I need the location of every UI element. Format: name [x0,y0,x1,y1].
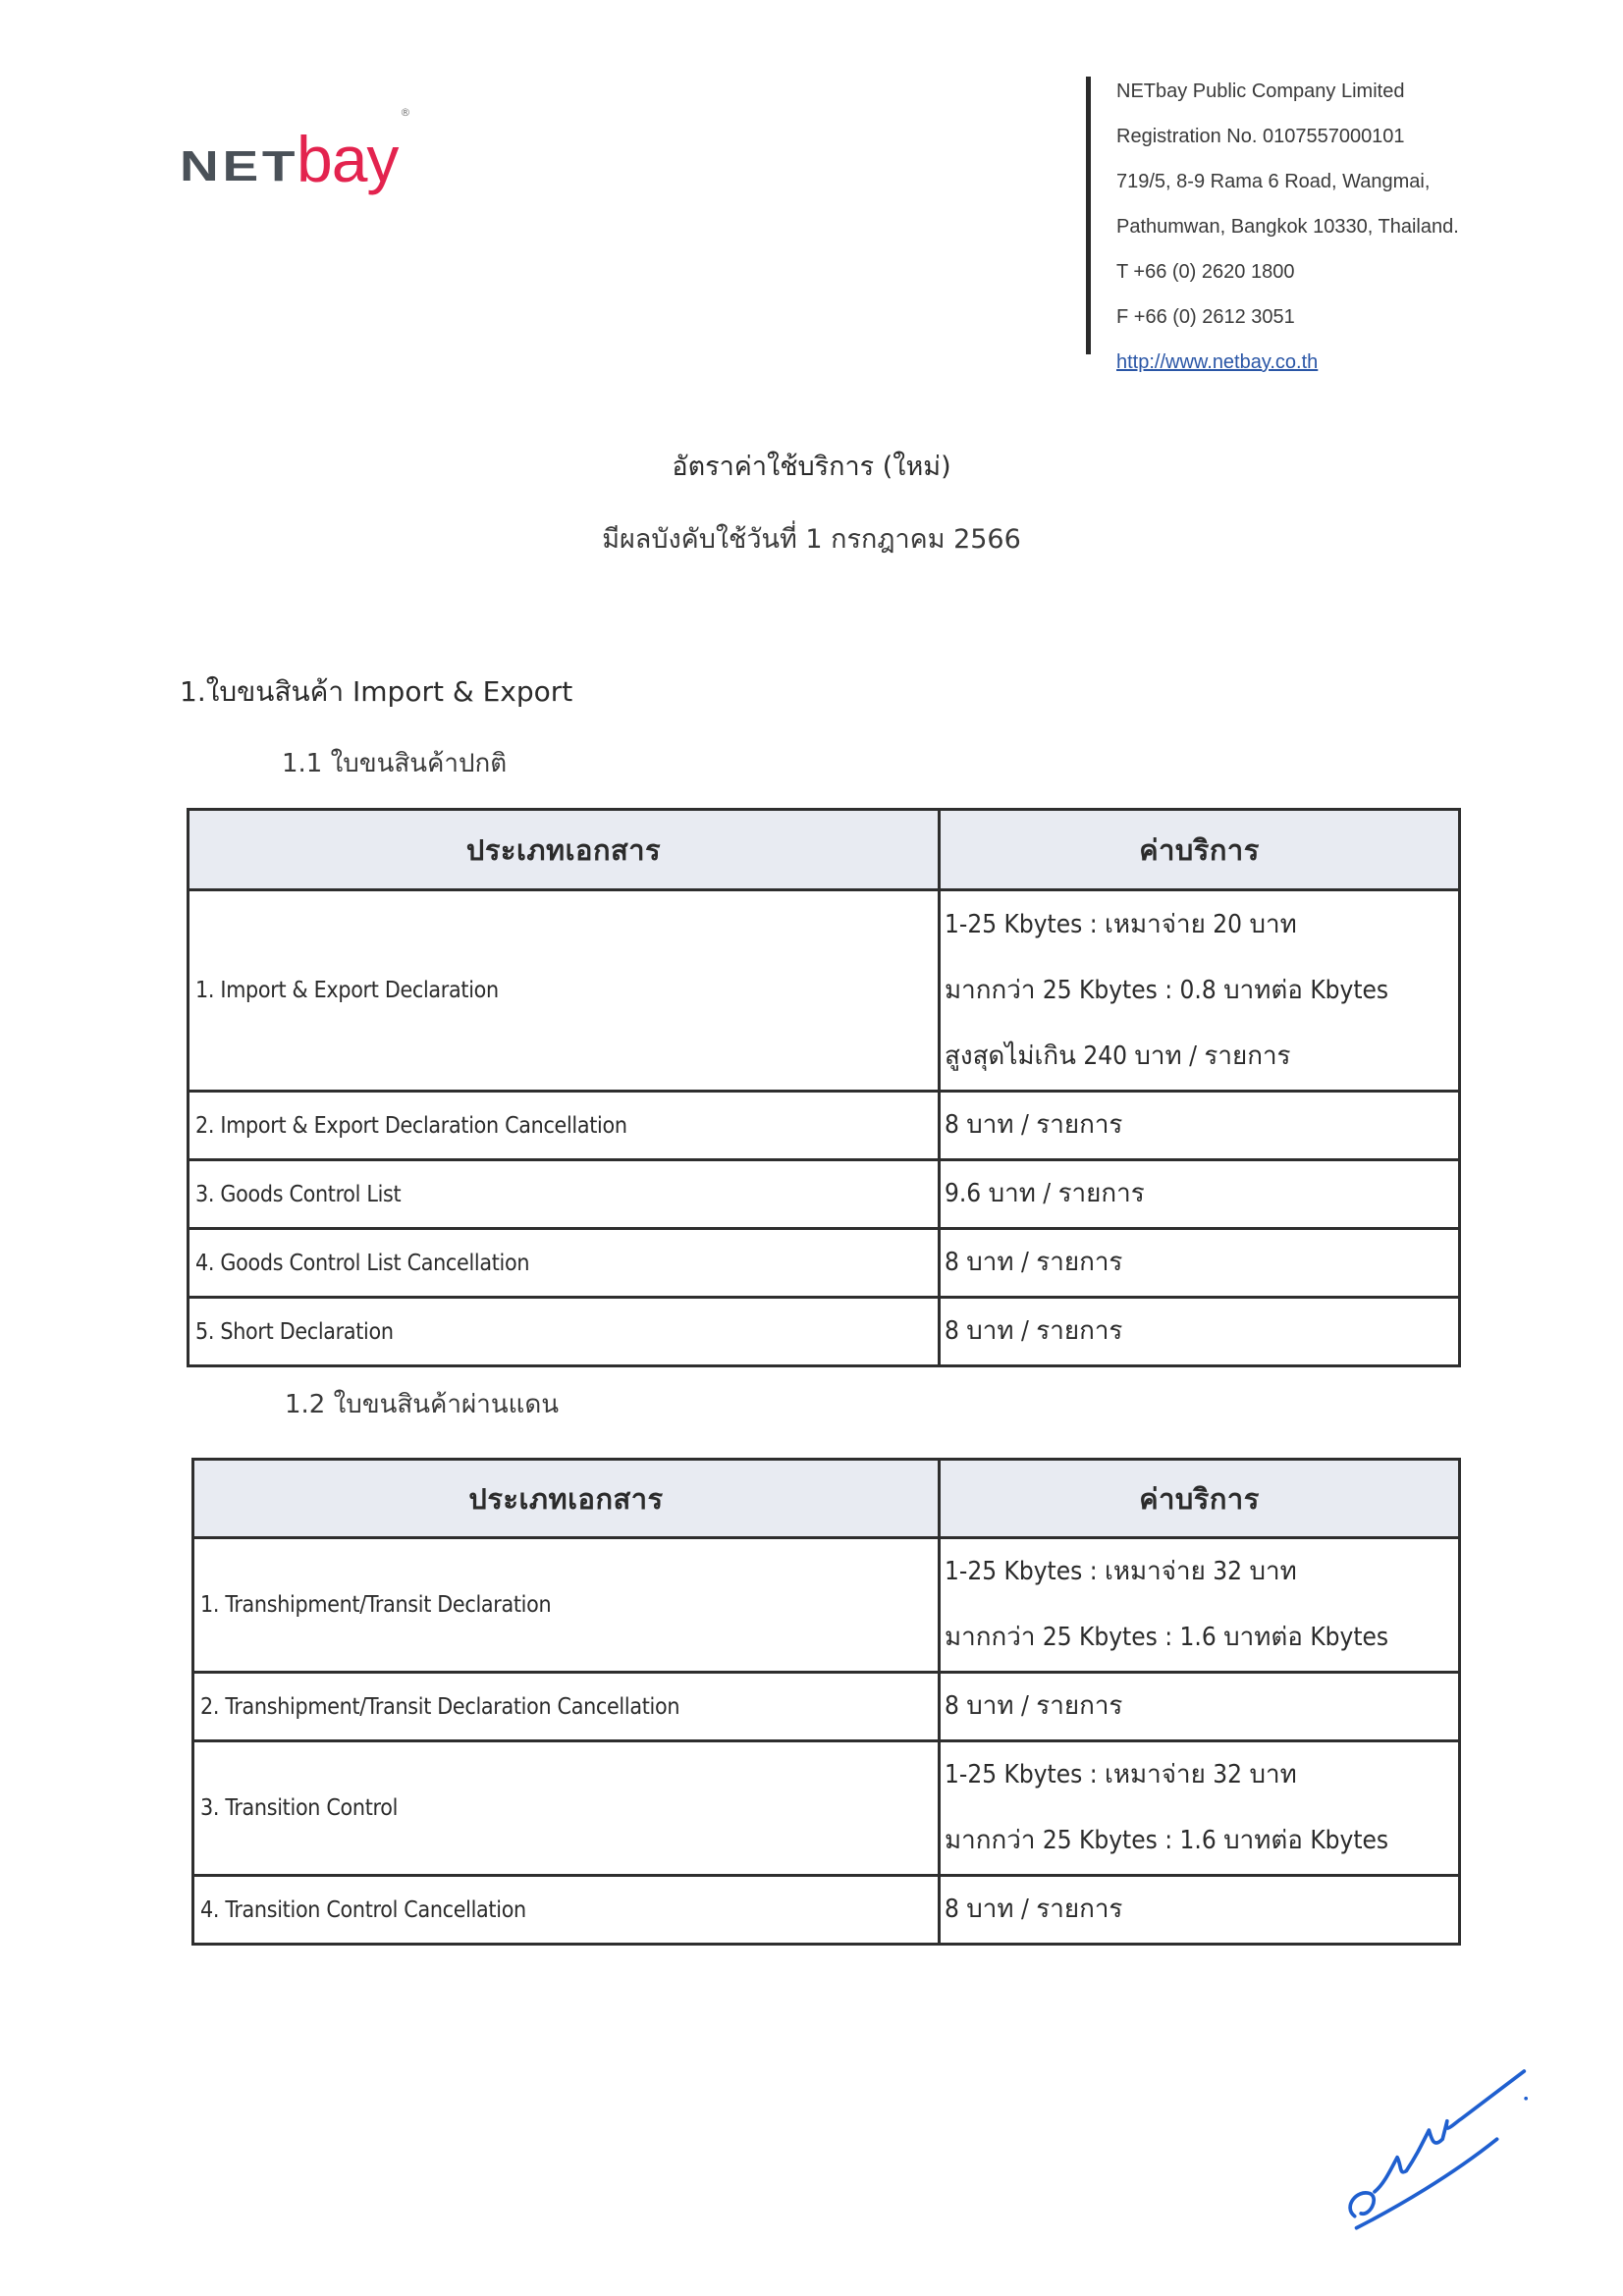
signature-icon [1316,2012,1551,2248]
document-type-cell: 2. Transhipment/Transit Declaration Cancellation [193,1673,940,1741]
column-header-service-fee: ค่าบริการ [940,810,1460,890]
company-phone: T +66 (0) 2620 1800 [1116,261,1295,283]
transit-declaration-fee-table [191,1458,1461,1946]
company-name: NETbay Public Company Limited [1116,80,1405,102]
subsection-1-1-heading: 1.1 ใบขนสินค้าปกติ [282,749,508,778]
column-header-document-type: ประเภทเอกสาร [193,1460,940,1538]
effective-date: มีผลบังคับใช้วันที่ 1 กรกฎาคม 2566 [602,524,1021,555]
table-header-row [193,1460,1460,1538]
column-header-service-fee: ค่าบริการ [940,1460,1460,1538]
table-row [189,1229,1460,1298]
table-row [193,1673,1460,1741]
fee-line: สูงสุดไม่เกิน 240 บาท / รายการ [945,1041,1291,1071]
fee-line: 1-25 Kbytes : เหมาจ่าย 32 บาท [945,1760,1297,1789]
service-fee-cell [940,1538,1460,1673]
service-fee-cell: 8 บาท / รายการ [940,1092,1460,1160]
document-type-cell: 2. Import & Export Declaration Cancellation [189,1092,940,1160]
document-type-cell: 5. Short Declaration [189,1298,940,1366]
document-type-cell: 3. Transition Control [193,1741,940,1876]
table-row [189,1298,1460,1366]
company-address-line1: 719/5, 8-9 Rama 6 Road, Wangmai, [1116,171,1431,192]
registered-mark-icon: ® [400,106,411,119]
fee-line: มากกว่า 25 Kbytes : 1.6 บาทต่อ Kbytes [945,1826,1389,1855]
company-fax: F +66 (0) 2612 3051 [1116,306,1295,328]
company-website-link[interactable]: http://www.netbay.co.th [1116,351,1319,373]
table-header-row [189,810,1460,890]
logo-bay-text: bay [297,122,399,195]
section-1-heading: 1.ใบขนสินค้า Import & Export [180,675,573,708]
table-row [193,1741,1460,1876]
netbay-logo [180,106,411,195]
column-header-document-type: ประเภทเอกสาร [189,810,940,890]
company-info-divider [1086,77,1091,354]
subsection-1-2-heading: 1.2 ใบขนสินค้าผ่านแดน [285,1390,560,1419]
document-type-cell: 4. Transition Control Cancellation [193,1876,940,1945]
fee-line: 1-25 Kbytes : เหมาจ่าย 32 บาท [945,1557,1297,1586]
document-type-cell: 3. Goods Control List [189,1160,940,1229]
company-address-line2: Pathumwan, Bangkok 10330, Thailand. [1116,216,1459,238]
service-fee-cell: 8 บาท / รายการ [940,1229,1460,1298]
fee-line: มากกว่า 25 Kbytes : 0.8 บาทต่อ Kbytes [945,975,1389,1005]
fee-line: มากกว่า 25 Kbytes : 1.6 บาทต่อ Kbytes [945,1623,1389,1652]
table-row [189,1160,1460,1229]
table-row [189,1092,1460,1160]
table-row [193,1538,1460,1673]
service-fee-cell: 9.6 บาท / รายการ [940,1160,1460,1229]
service-fee-cell: 8 บาท / รายการ [940,1298,1460,1366]
table-row [189,890,1460,1092]
document-type-cell: 1. Transhipment/Transit Declaration [193,1538,940,1673]
service-fee-cell: 8 บาท / รายการ [940,1876,1460,1945]
logo-net-text: NET [180,142,299,190]
document-type-cell: 4. Goods Control List Cancellation [189,1229,940,1298]
service-fee-cell [940,890,1460,1092]
document-title: อัตราค่าใช้บริการ (ใหม่) [672,452,951,482]
service-fee-cell: 8 บาท / รายการ [940,1673,1460,1741]
table-row [193,1876,1460,1945]
company-info [1116,69,1459,385]
service-fee-cell [940,1741,1460,1876]
company-registration: Registration No. 0107557000101 [1116,126,1405,147]
regular-declaration-fee-table [187,808,1461,1367]
document-type-cell: 1. Import & Export Declaration [189,890,940,1092]
fee-line: 1-25 Kbytes : เหมาจ่าย 20 บาท [945,909,1297,939]
